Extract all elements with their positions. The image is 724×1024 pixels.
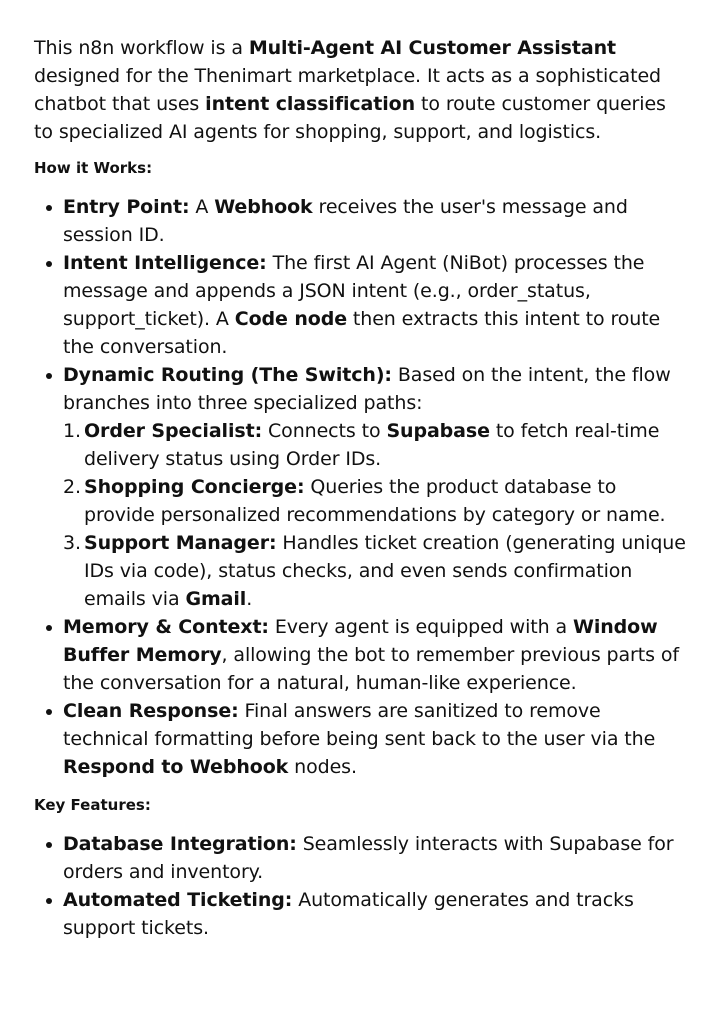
step-text: to fetch real-time delivery status using Order IDs. (84, 420, 660, 470)
step-shopping-concierge (63, 473, 688, 529)
step-text: Handles ticket creation (generating unique IDs via code), status checks, and even sends confirmation emails via (84, 532, 686, 610)
key-features-heading: Key Features: (34, 796, 151, 814)
how-it-works-list (34, 193, 688, 781)
item-label: Clean Response: (63, 700, 239, 722)
intro-text: designed for the Thenimart marketplace. It acts as a sophisticated chatbot that uses (34, 65, 661, 115)
item-text: nodes. (288, 756, 357, 778)
item-text: Final answers are sanitized to remove technical formatting before being sent back to the user via the (63, 700, 656, 750)
item-label: Entry Point: (63, 196, 190, 218)
step-label: Shopping Concierge: (84, 476, 305, 498)
item-text: Seamlessly interacts with Supabase for orders and inventory. (63, 833, 674, 883)
item-label: Dynamic Routing (The Switch): (63, 364, 392, 386)
step-number: 1. (63, 420, 81, 442)
key-features-list (34, 830, 688, 942)
list-item-database-integration (34, 830, 688, 886)
item-label: Memory & Context: (63, 616, 269, 638)
item-text: A (189, 196, 215, 218)
intro-bold: intent classification (205, 93, 416, 115)
item-label: Automated Ticketing: (63, 889, 293, 911)
item-label: Database Integration: (63, 833, 297, 855)
section-spacer (34, 781, 688, 795)
step-number: 3. (63, 532, 81, 554)
list-item-entry-point (34, 193, 688, 249)
list-item-automated-ticketing (34, 886, 688, 942)
item-bold: Code node (234, 308, 347, 330)
list-item-intent (34, 249, 688, 361)
item-label: Intent Intelligence: (63, 252, 267, 274)
step-support-manager (63, 529, 688, 613)
routing-steps (63, 417, 688, 613)
item-bold: Window Buffer Memory (63, 616, 658, 666)
intro-text: This n8n workflow is a (34, 37, 249, 59)
step-label: Support Manager: (84, 532, 277, 554)
item-text: receives the user's message and session ID. (63, 196, 628, 246)
intro-paragraph (34, 34, 688, 146)
intro-text: to route customer queries to specialized AI agents for shopping, support, and logistics. (34, 93, 666, 143)
step-text: Connects to (262, 420, 387, 442)
item-text: Every agent is equipped with a (268, 616, 573, 638)
list-item-clean-response (34, 697, 688, 781)
intro-bold: Multi-Agent AI Customer Assistant (248, 37, 617, 59)
item-text: , allowing the bot to remember previous parts of the conversation for a natural, human-like experience. (63, 644, 679, 694)
step-text: Queries the product database to provide personalized recommendations by category or name. (84, 476, 666, 526)
list-item-memory (34, 613, 688, 697)
step-text: . (246, 588, 253, 610)
item-text: Automatically generates and tracks support tickets. (63, 889, 634, 939)
list-item-routing (34, 361, 688, 613)
step-bold: Supabase (386, 420, 490, 442)
item-text: Based on the intent, the flow branches into three specialized paths: (63, 364, 671, 414)
step-number: 2. (63, 476, 81, 498)
step-label: Order Specialist: (84, 420, 263, 442)
step-order-specialist (63, 417, 688, 473)
item-bold: Webhook (214, 196, 313, 218)
item-text: The first AI Agent (NiBot) processes the message and appends a JSON intent (e.g., order_status, support_ticket). A (63, 252, 645, 330)
step-bold: Gmail (185, 588, 247, 610)
item-text: then extracts this intent to route the conversation. (63, 308, 661, 358)
how-it-works-heading: How it Works: (34, 159, 153, 177)
item-bold: Respond to Webhook (63, 756, 289, 778)
